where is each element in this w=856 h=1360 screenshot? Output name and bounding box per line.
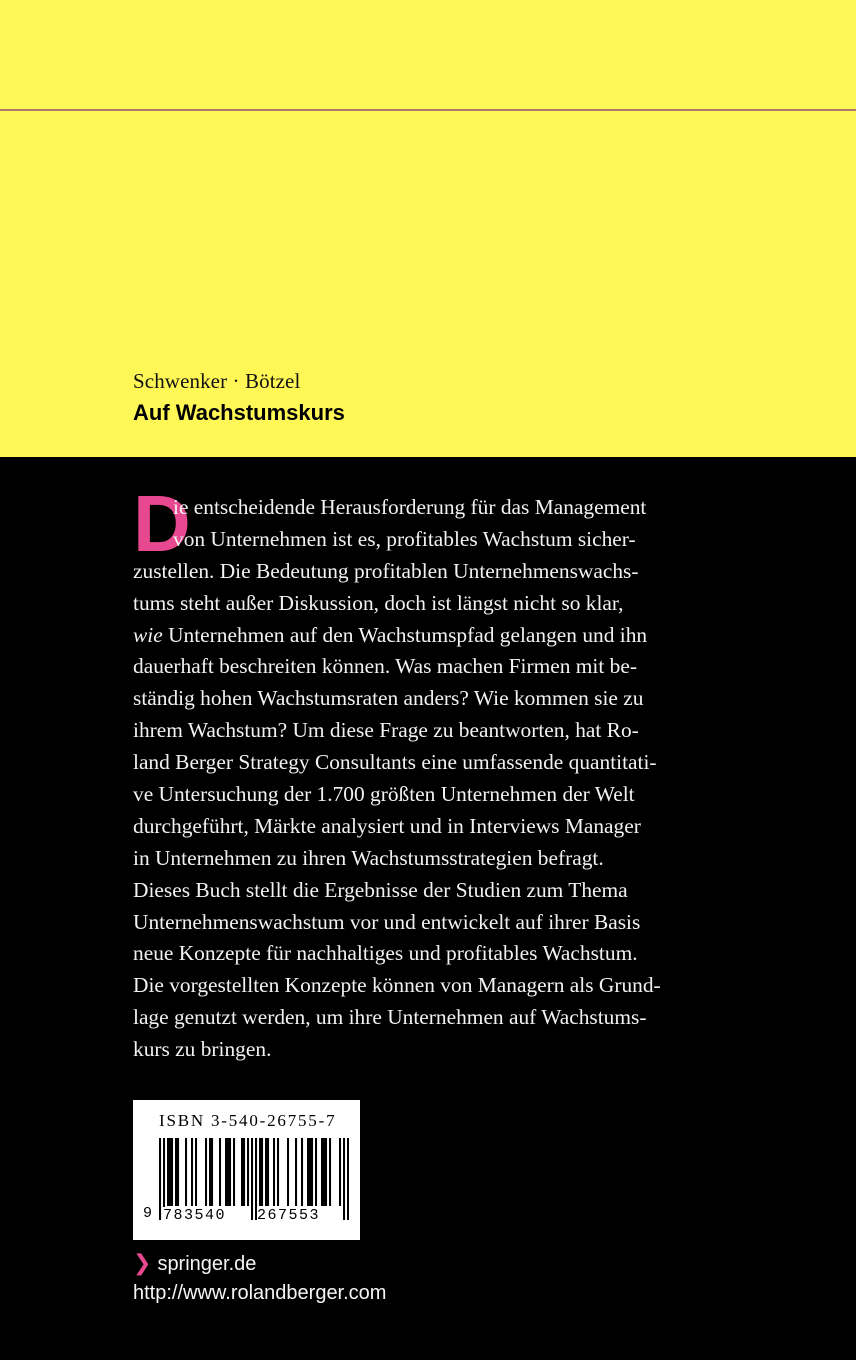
barcode-bar: [177, 1138, 179, 1206]
barcode-bar: [309, 1138, 311, 1206]
barcode-bar: [311, 1138, 313, 1206]
barcode-bar: [267, 1138, 269, 1206]
roland-berger-url[interactable]: http://www.rolandberger.com: [133, 1282, 387, 1304]
blurb-line: tums steht außer Diskussion, doch ist längst nicht so klar,: [133, 590, 624, 615]
barcode-bar: [287, 1138, 289, 1206]
barcode-bar: [243, 1138, 245, 1206]
isbn-label: ISBN 3-540-26755-7: [159, 1111, 337, 1130]
barcode-bar: [219, 1138, 221, 1206]
barcode-bar: [225, 1138, 227, 1206]
blurb-line: ie entscheidende Herausforderung für das Management: [173, 495, 647, 519]
barcode-bar: [159, 1138, 161, 1220]
barcode-bar: [169, 1138, 171, 1206]
barcode-bar: [265, 1138, 267, 1206]
springer-link-text: springer.de: [157, 1253, 257, 1275]
barcode-bar: [191, 1138, 193, 1206]
chevron-right-icon: ❯: [133, 1250, 152, 1275]
barcode-bar: [259, 1138, 261, 1206]
barcode-bar: [343, 1138, 345, 1220]
barcode-bar: [347, 1138, 349, 1220]
barcode-bar: [171, 1138, 173, 1206]
isbn-barcode: [133, 1100, 360, 1240]
barcode-bar: [185, 1138, 187, 1206]
barcode-bar: [321, 1138, 323, 1206]
ean-first-digit: 9: [143, 1205, 153, 1222]
blurb-line-text: Unternehmen auf den Wachstumspfad gelangen und ihn: [168, 622, 648, 647]
blurb-line: ständig hohen Wachstumsraten anders? Wie kommen sie zu: [133, 686, 644, 711]
blurb-line: kurs zu bringen.: [133, 1037, 272, 1062]
barcode-bar: [211, 1138, 213, 1206]
drop-cap: D: [133, 479, 191, 568]
barcode-bar: [261, 1138, 263, 1206]
barcode-bar: [209, 1138, 211, 1206]
barcode-bar: [325, 1138, 327, 1206]
barcode-bar: [227, 1138, 229, 1206]
barcode-bar: [205, 1138, 207, 1206]
barcode-bar: [339, 1138, 341, 1206]
blurb-line: ihrem Wachstum? Um diese Frage zu beantworten, hat Ro-: [133, 718, 639, 743]
blurb-line: von Unternehmen ist es, profitables Wachstum sicher-: [173, 526, 636, 551]
yellow-top-panel: [0, 0, 856, 457]
blurb-line: land Berger Strategy Consultants eine umfassende quantitati-: [133, 750, 657, 775]
barcode-bar: [175, 1138, 177, 1206]
barcode-bar: [273, 1138, 275, 1206]
barcode-bar: [295, 1138, 297, 1206]
barcode-bar: [251, 1138, 253, 1220]
blurb-line: dauerhaft beschreiten können. Was machen Firmen mit be-: [133, 654, 637, 679]
barcode-bar: [301, 1138, 303, 1206]
blurb-line: in Unternehmen zu ihren Wachstumsstrategien befragt.: [133, 845, 604, 870]
blurb-text: [133, 492, 723, 1066]
barcode-bar: [247, 1138, 249, 1206]
book-title: Auf Wachstumskurs: [133, 400, 345, 425]
authors: Schwenker · Bötzel: [133, 369, 301, 393]
barcode-bar: [233, 1138, 235, 1206]
ean-right-digits: 267553: [257, 1207, 321, 1224]
blurb-line: [133, 620, 723, 652]
barcode-bar: [167, 1138, 169, 1206]
barcode-bar: [315, 1138, 317, 1206]
springer-link[interactable]: [133, 1250, 256, 1276]
blurb-line: Unternehmenswachstum vor und entwickelt auf ihrer Basis: [133, 909, 641, 934]
barcode-bar: [329, 1138, 331, 1206]
blurb-line: Die vorgestellten Konzepte können von Managern als Grund-: [133, 973, 661, 998]
blurb-line: durchgeführt, Märkte analysiert und in Interviews Manager: [133, 813, 641, 838]
decorative-rule: [0, 109, 856, 111]
barcode-bar: [229, 1138, 231, 1206]
blurb-line: lage genutzt werden, um ihre Unternehmen auf Wachstums-: [133, 1005, 647, 1030]
blurb-line: neue Konzepte für nachhaltiges und profitables Wachstum.: [133, 941, 638, 966]
barcode-bar: [277, 1138, 279, 1206]
barcode-bar: [241, 1138, 243, 1206]
blurb-line: zustellen. Die Bedeutung profitablen Unternehmenswachs-: [133, 558, 639, 583]
blurb-line: Dieses Buch stellt die Ergebnisse der Studien zum Thema: [133, 877, 628, 902]
barcode-bar: [195, 1138, 197, 1206]
italic-word: wie: [133, 622, 163, 647]
ean-left-digits: 783540: [163, 1207, 227, 1224]
barcode-bar: [307, 1138, 309, 1206]
barcode-bar: [323, 1138, 325, 1206]
blurb-line: ve Untersuchung der 1.700 größten Unternehmen der Welt: [133, 782, 635, 807]
